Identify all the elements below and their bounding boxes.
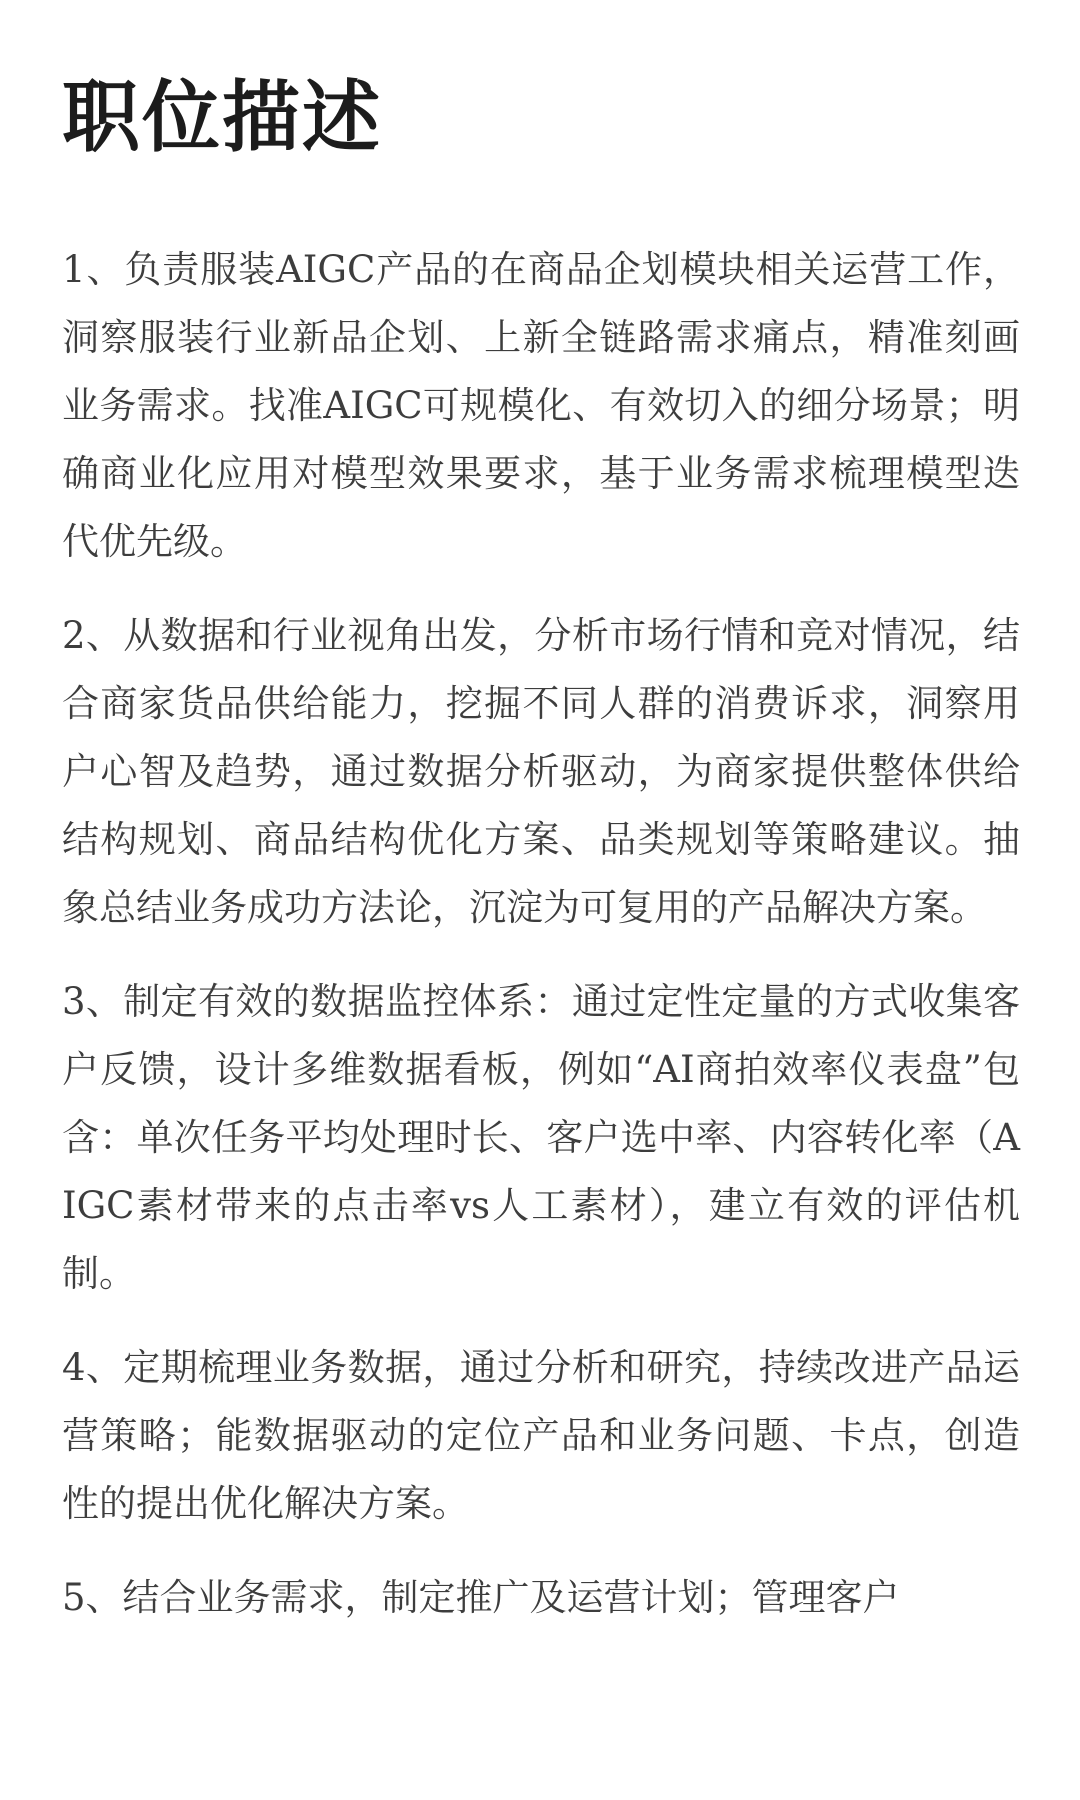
paragraph-5: 5、结合业务需求，制定推广及运营计划；管理客户 [62, 1576, 900, 1619]
paragraph-1: 1、负责服装AIGC产品的在商品企划模块相关运营工作， 洞察服装行业新品企划、上新全链路需求痛点，精准刻画业务需求。找准AIGC可规模化、有效切入的细分场景；明确商业化应用对模型效果要求，基于业务需求梳理模型迭代优先级。 [62, 248, 1020, 563]
paragraph-2: 2、从数据和行业视角出发，分析市场行情和竞对情况，结合商家货品供给能力，挖掘不同人群的消费诉求，洞察用户心智及趋势，通过数据分析驱动，为商家提供整体供给结构规划、商品结构优化方案、品类规划等策略建议。抽象总结业务成功方法论，沉淀为可复用的产品解决方案。 [62, 614, 1020, 929]
page-title: 职位描述 [62, 72, 383, 163]
paragraph-3: 3、制定有效的数据监控体系：通过定性定量的方式收集客户反馈，设计多维数据看板，例如“AI商拍效率仪表盘”包含：单次任务平均处理时长、客户选中率、内容转化率（AIGC素材带来的点击率vs人工素材），建立有效的评估机制。 [62, 980, 1020, 1295]
paragraph-4: 4、定期梳理业务数据，通过分析和研究，持续改进产品运营策略；能数据驱动的定位产品和业务问题、卡点，创造性的提出优化解决方案。 [62, 1346, 1020, 1525]
